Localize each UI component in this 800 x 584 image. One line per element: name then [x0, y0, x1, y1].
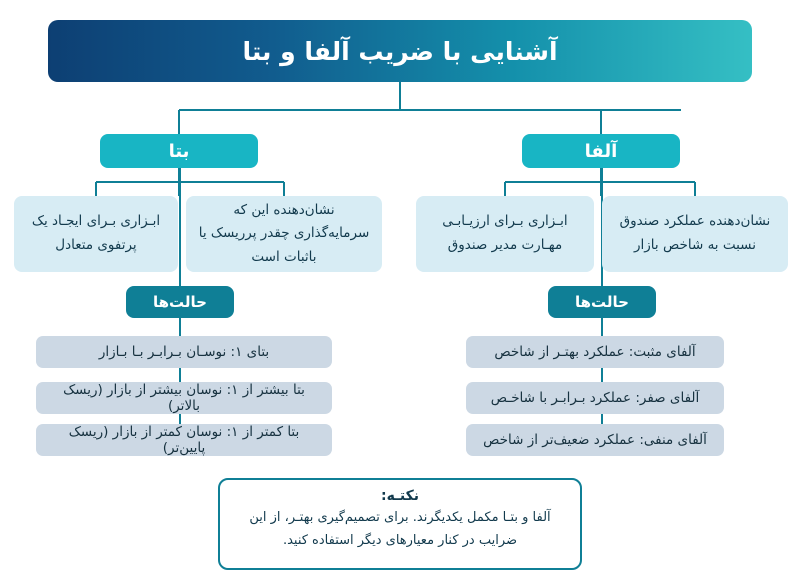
alpha-description-2: ابـزاری بـرای ارزیـابـی مهـارت مدیر صندوق	[416, 196, 594, 272]
note-title: نکتـه:	[381, 488, 419, 504]
beta-state-1: بتای ۱: نوسـان بـرابـر بـا بـازار	[36, 336, 332, 368]
alpha-state-3: آلفای منفی: عملکرد ضعیف‌تر از شاخص	[466, 424, 724, 456]
note-body: آلفا و بتـا مکمل یکدیگرند. برای تصمیم‌گیری بهتـر، از این ضرایب در کنار معیارهای دیگر استفاده کنید.	[249, 510, 551, 548]
beta-state-3: بتا کمتر از ۱: نوسان کمتر از بازار (ریسک پایین‌تر)	[36, 424, 332, 456]
note-box	[218, 478, 582, 570]
alpha-states-header[interactable]: حالت‌ها	[548, 286, 656, 318]
branch-header-alpha[interactable]: آلفا	[522, 134, 680, 168]
beta-description-1: نشان‌دهنده این که سرمایه‌گذاری چقدر پرریسک یا باثبات است	[186, 196, 382, 272]
branch-header-beta[interactable]: بتا	[100, 134, 258, 168]
beta-states-header[interactable]: حالت‌ها	[126, 286, 234, 318]
alpha-state-2: آلفای صفر: عملکرد بـرابـر با شاخـص	[466, 382, 724, 414]
page-title: آشنایی با ضریب آلفا و بتا	[48, 20, 752, 82]
beta-state-2: بتا بیشتر از ۱: نوسان بیشتر از بازار (ریسک بالاتر)	[36, 382, 332, 414]
beta-description-2: ابـزاری بـرای ایجـاد یک پرتفوی متعادل	[14, 196, 178, 272]
alpha-state-1: آلفای مثبت: عملکرد بهتـر از شاخص	[466, 336, 724, 368]
alpha-description-1: نشان‌دهنده عملکرد صندوق نسبت به شاخص بازار	[602, 196, 788, 272]
